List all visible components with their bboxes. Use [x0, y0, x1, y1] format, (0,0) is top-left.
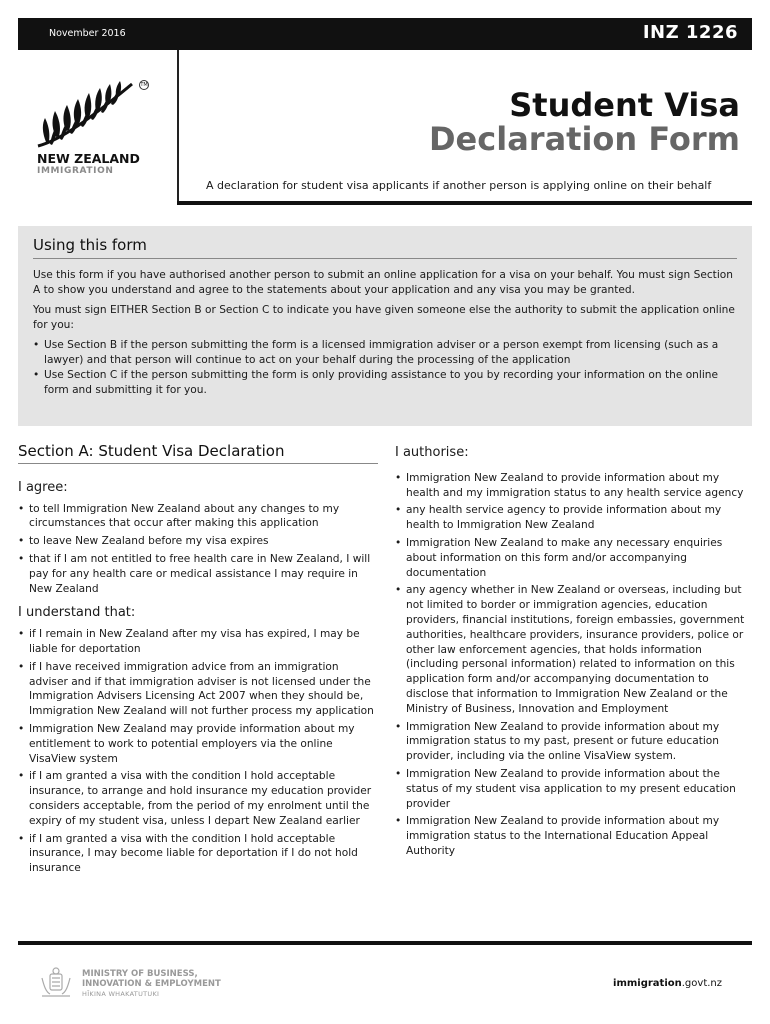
section-a-heading: Section A: Student Visa Declaration [18, 444, 378, 464]
list-item: • any agency whether in New Zealand or overseas, including but not limited to border or immigration agencies, education providers, financial institutions, foreign embassies, government authorities, healthcare providers, insurance providers, police or other law enforcement agencies, that holds information (including personal information) related to information on this application form and/or accompanying documentation to disclose that information to Immigration New Zealand or the Ministry of Business, Innovation and Employment [395, 583, 751, 716]
header-bar [18, 18, 752, 50]
url-rest: .govt.nz [681, 978, 722, 989]
header-divider [177, 50, 179, 204]
agree-heading: I agree: [18, 479, 68, 495]
silver-fern-icon [36, 80, 140, 150]
understand-heading: I understand that: [18, 605, 136, 621]
list-item: • if I am granted a visa with the condition I hold acceptable insurance, to arrange and hold insurance my education provider considers acceptable, from the period of my enrolment until the expiry of my student visa, unless I depart New Zealand earlier [18, 769, 378, 828]
divider [33, 258, 737, 259]
form-code: INZ 1226 [642, 22, 738, 43]
form-date: November 2016 [49, 28, 126, 39]
using-form-heading: Using this form [33, 236, 147, 254]
coat-of-arms-icon [38, 966, 74, 1000]
list-item: • if I have received immigration advice from an immigration adviser and if that immigration adviser is not licensed under the Immigration Advisers Licensing Act 2007 when they should be, Immigration New Zealand will not further process my application [18, 660, 378, 719]
list-item: • Use Section B if the person submitting the form is a licensed immigration adviser or a person exempt from licensing (such as a lawyer) and that person will continue to act on your behalf during the processing of the application [33, 338, 741, 368]
list-item: • Use Section C if the person submitting the form is only providing assistance to you by recording your information on the online form and submitting it for you. [33, 368, 741, 398]
authorise-heading: I authorise: [395, 445, 469, 460]
page-subtitle: A declaration for student visa applicants if another person is applying online on their behalf [206, 179, 712, 192]
url-bold: immigration [613, 978, 682, 989]
trademark-mark: TM [140, 82, 148, 88]
list-item: • Immigration New Zealand to provide information about my health and my immigration status to any health service agency [395, 471, 751, 501]
authorise-section [395, 446, 751, 862]
nz-immigration-logo [36, 80, 151, 180]
list-item: • Immigration New Zealand may provide information about my entitlement to work to potential employers via the online VisaView system [18, 722, 378, 766]
website-link[interactable] [613, 978, 722, 989]
ministry-maori-name: HĪKINA WHAKATUTUKI [82, 990, 160, 998]
footer-rule [18, 941, 752, 945]
list-item: • Immigration New Zealand to provide information about my immigration status to my past, present or future education provider, including via the online VisaView system. [395, 720, 751, 764]
list-item: • Immigration New Zealand to make any necessary enquiries about information on this form and/or accompanying documentation [395, 536, 751, 580]
list-item: • to leave New Zealand before my visa expires [18, 534, 378, 549]
list-item: • Immigration New Zealand to provide information about my immigration status to the International Education Appeal Authority [395, 814, 751, 858]
ministry-name-line1: MINISTRY OF BUSINESS, [82, 969, 198, 979]
page-title: Student Visa [509, 86, 740, 124]
list-item: • that if I am not entitled to free health care in New Zealand, I will pay for any health care or medical assistance I may require in New Zealand [18, 552, 378, 596]
list-item: • any health service agency to provide information about my health to Immigration New Zealand [395, 503, 751, 533]
using-form-paragraph: Use this form if you have authorised another person to submit an online application for a visa on your behalf. You must sign Section A to show you understand and agree to the statements about your application and any visa you may be granted. [33, 269, 733, 296]
logo-subname: IMMIGRATION [37, 166, 114, 176]
using-form-paragraph: You must sign EITHER Section B or Section C to indicate you have given someone else the authority to submit the application online for you: [33, 304, 735, 331]
list-item: • if I remain in New Zealand after my visa has expired, I may be liable for deportation [18, 627, 378, 657]
logo-name: NEW ZEALAND [37, 151, 140, 166]
list-item: • to tell Immigration New Zealand about any changes to my circumstances that occur after making this application [18, 502, 378, 532]
header-rule [177, 201, 752, 205]
ministry-name-line2: INNOVATION & EMPLOYMENT [82, 979, 221, 989]
section-a [18, 444, 378, 879]
list-item: • Immigration New Zealand to provide information about the status of my student visa application to my present education provider [395, 767, 751, 811]
mbie-logo [38, 966, 228, 1002]
list-item: • if I am granted a visa with the condition I hold acceptable insurance, I may become liable for deportation if I do not hold insurance [18, 832, 378, 876]
page-title-secondary: Declaration Form [428, 120, 740, 158]
using-this-form-panel [18, 226, 752, 426]
